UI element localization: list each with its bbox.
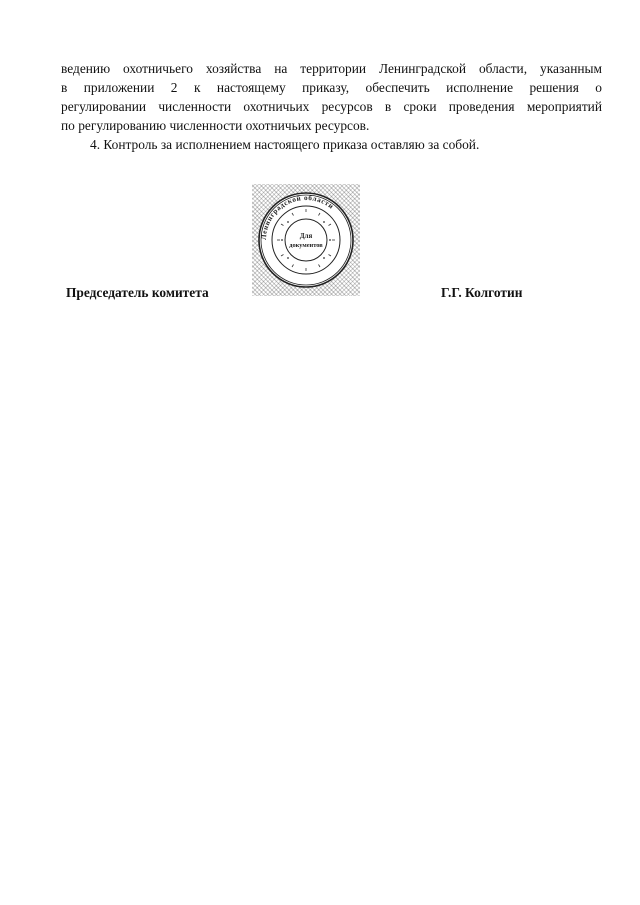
- signatory-name: Г.Г. Колготин: [441, 285, 523, 300]
- seal-center-text-line1: Для: [299, 232, 313, 240]
- text-line: в приложении 2 к настоящему приказу, обеспечить исполнение решения о: [61, 80, 602, 95]
- text-line: по регулированию численности охотничьих ресурсов.: [61, 118, 370, 133]
- text-line: регулировании численности охотничьих ресурсов в сроки проведения мероприятий: [61, 99, 602, 114]
- body-text: [61, 59, 602, 154]
- signature-block: [0, 285, 640, 305]
- official-seal-stamp: [252, 184, 360, 296]
- text-line: 4. Контроль за исполнением настоящего приказа оставляю за собой.: [90, 137, 480, 152]
- signatory-position: Председатель комитета: [66, 285, 209, 300]
- paragraph-4: [61, 135, 602, 154]
- paragraph-continuation: [61, 59, 602, 135]
- seal-graphic: [252, 184, 360, 296]
- seal-outer-text: Ленинградской области: [259, 193, 336, 241]
- text-line: ведению охотничьего хозяйства на территории Ленинградской области, указанным: [61, 61, 602, 76]
- seal-center-text-line2: документов: [289, 242, 323, 249]
